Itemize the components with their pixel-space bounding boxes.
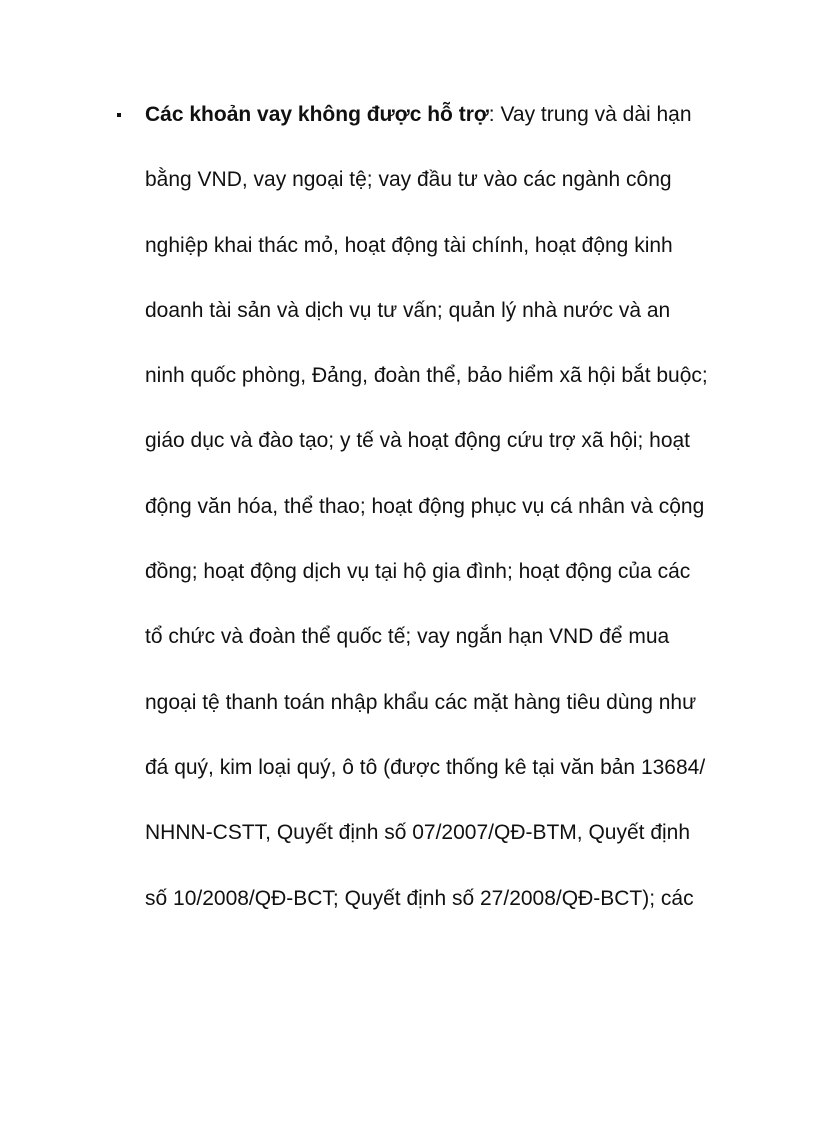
text-line-3: nghiệp khai thác mỏ, hoạt động tài chính, hoạt động kinh — [145, 233, 673, 257]
text-line-9: tổ chức và đoàn thể quốc tế; vay ngắn hạn VND để mua — [145, 625, 670, 649]
text-line-8: đồng; hoạt động dịch vụ tại hộ gia đình; hoạt động của các — [145, 560, 691, 584]
text-line-1 — [145, 96, 745, 161]
text-line-10: ngoại tệ thanh toán nhập khẩu các mặt hàng tiêu dùng như — [145, 690, 697, 714]
text-line-11: đá quý, kim loại quý, ô tô (được thống kê tại văn bản 13684/ — [145, 755, 706, 779]
text-line-13: số 10/2008/QĐ-BCT; Quyết định số 27/2008/QĐ-BCT); các — [145, 886, 694, 910]
text-line-7: động văn hóa, thể thao; hoạt động phục vụ cá nhân và cộng — [145, 494, 705, 518]
text-line-5: ninh quốc phòng, Đảng, đoàn thể, bảo hiểm xã hội bắt buộc; — [145, 364, 708, 388]
text-line-4: doanh tài sản và dịch vụ tư vấn; quản lý nhà nước và an — [145, 298, 671, 322]
text-line-6: giáo dục và đào tạo; y tế và hoạt động cứu trợ xã hội; hoạt — [145, 429, 691, 453]
square-bullet-icon — [117, 113, 121, 117]
text-line-12: NHNN-CSTT, Quyết định số 07/2007/QĐ-BTM, Quyết định — [145, 821, 691, 845]
bullet-heading-suffix: : Vay trung và dài hạn — [488, 103, 692, 126]
text-line-2: bằng VND, vay ngoại tệ; vay đầu tư vào các ngành công — [145, 168, 672, 192]
bullet-heading: Các khoản vay không được hỗ trợ — [145, 103, 489, 126]
bullet-text — [145, 96, 745, 945]
